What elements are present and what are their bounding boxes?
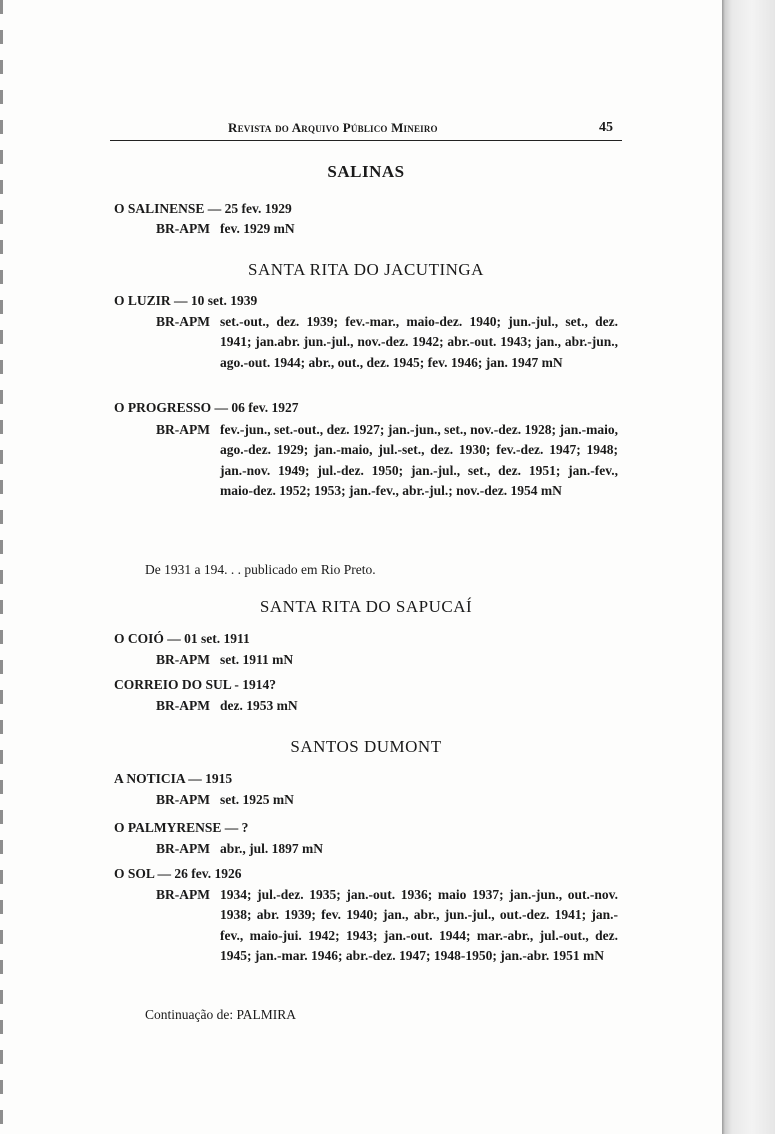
header-rule — [110, 140, 622, 141]
entry-title: O LUZIR — 10 set. 1939 — [114, 293, 258, 308]
page-left-edge — [0, 0, 3, 1134]
holdings-detail: set. 1911 mN — [220, 652, 294, 667]
section-note: De 1931 a 194. . . publicado em Rio Preto. — [145, 562, 376, 577]
archive-code: BR-APM — [156, 652, 210, 667]
city-heading-santa-rita-do-sapucai: SANTA RITA DO SAPUCAÍ — [259, 597, 473, 616]
archive-code: BR-APM — [156, 698, 210, 713]
entry-holdings — [156, 696, 618, 716]
entry-holdings — [156, 650, 618, 670]
archive-code: BR-APM — [156, 841, 210, 856]
entry-holdings — [156, 219, 618, 239]
book-spine-edge — [722, 0, 775, 1134]
archive-code: BR-APM — [156, 221, 210, 236]
entry-title: O PROGRESSO — 06 fev. 1927 — [114, 400, 299, 415]
city-heading-santos-dumont: SANTOS DUMONT — [290, 737, 442, 756]
entry-title: O SALINENSE — 25 fev. 1929 — [114, 201, 292, 216]
page-number: 45 — [599, 120, 613, 135]
archive-code: BR-APM — [156, 314, 210, 329]
archive-code: BR-APM — [156, 422, 210, 437]
entry-holdings — [156, 885, 618, 967]
holdings-detail: 1934; jul.-dez. 1935; jan.-out. 1936; maio 1937; jan.-jun., out.-nov. 1938; abr. 1939; fev. 1940; jan., abr., jun.-jul., out.-dez. 1941; jan.-fev., maio-jui. 1942; 1943; jan.-out. 1944; mar.-abr., jul.-out., dez. 1945; jan.-mar. 1946; abr.-dez. 1947; 1948-1950; jan.-abr. 1951 mN — [220, 887, 618, 964]
entry-holdings — [156, 839, 618, 859]
entry-holdings — [156, 790, 618, 810]
holdings-detail: fev.-jun., set.-out., dez. 1927; jan.-jun., set., nov.-dez. 1928; jan.-maio, ago.-dez. 1929; jan.-maio, jul.-set., dez. 1930; fev.-dez. 1947; 1948; jan.-nov. 1949; jul.-dez. 1950; jan.-jul., set., dez. 1951; jan.-fev., maio-dez. 1952; 1953; jan.-fev., abr.-jul.; nov.-dez. 1954 mN — [220, 422, 618, 499]
archive-code: BR-APM — [156, 792, 210, 807]
city-heading-santa-rita-do-jacutinga: SANTA RITA DO JACUTINGA — [248, 260, 484, 279]
holdings-detail: abr., jul. 1897 mN — [220, 841, 324, 856]
holdings-detail: dez. 1953 mN — [220, 698, 298, 713]
archive-code: BR-APM — [156, 887, 210, 902]
running-title: Revista do Arquivo Público Mineiro — [228, 120, 438, 135]
entry-title: A NOTICIA — 1915 — [114, 771, 233, 786]
entry-title: O SOL — 26 fev. 1926 — [114, 866, 242, 881]
entry-holdings — [156, 420, 618, 502]
city-heading-salinas: SALINAS — [327, 162, 405, 181]
entry-title: O COIÓ — 01 set. 1911 — [114, 631, 250, 646]
holdings-detail: set.-out., dez. 1939; fev.-mar., maio-dez. 1940; jun.-jul., set., dez. 1941; jan.abr. jun.-jul., nov.-dez. 1942; abr.-out. 1943; jan., abr.-jun., ago.-out. 1944; abr., out., dez. 1945; fev. 1946; jan. 1947 mN — [220, 314, 618, 370]
entry-title: CORREIO DO SUL - 1914? — [114, 677, 277, 692]
holdings-detail: fev. 1929 mN — [220, 221, 295, 236]
entry-holdings — [156, 312, 618, 373]
holdings-detail: set. 1925 mN — [220, 792, 294, 807]
entry-title: O PALMYRENSE — ? — [114, 820, 249, 835]
section-note: Continuação de: PALMIRA — [145, 1007, 296, 1022]
